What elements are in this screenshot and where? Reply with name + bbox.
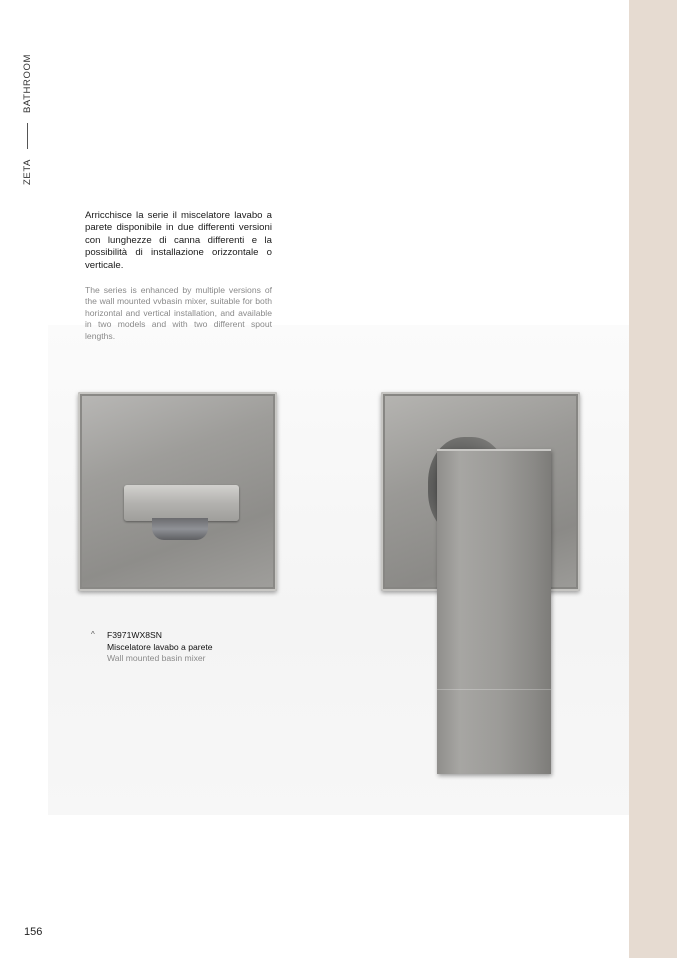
page-number: 156 [24,926,43,938]
section-header [22,54,33,185]
spout-aerator [152,518,208,540]
lever-reflection [437,689,551,690]
side-color-band [629,0,677,958]
mixer-lever-image [437,449,551,774]
collection-label: ZETA [22,159,33,185]
product-caption [107,630,213,665]
intro-text-english: The series is enhanced by multiple versions of the wall mounted vvbasin mixer, suitable for both horizontal and vertical installation, and available in two models and with two different spout lengths. [85,285,272,341]
caret-up-icon: ^ [91,630,95,639]
product-name-italian: Miscelatore lavabo a parete [107,641,213,652]
section-label: BATHROOM [22,54,33,114]
spout-product-image [78,392,277,591]
spout-body [124,485,239,521]
product-code: F3971WX8SN [107,630,162,640]
intro-text-italian: Arricchisce la serie il miscelatore lavabo a parete disponibile in due differenti versioni con lunghezze di canna differenti e la possibilità di installazione orizzontale o verticale. [85,210,272,271]
header-divider [27,123,28,149]
product-name-english: Wall mounted basin mixer [107,653,206,663]
